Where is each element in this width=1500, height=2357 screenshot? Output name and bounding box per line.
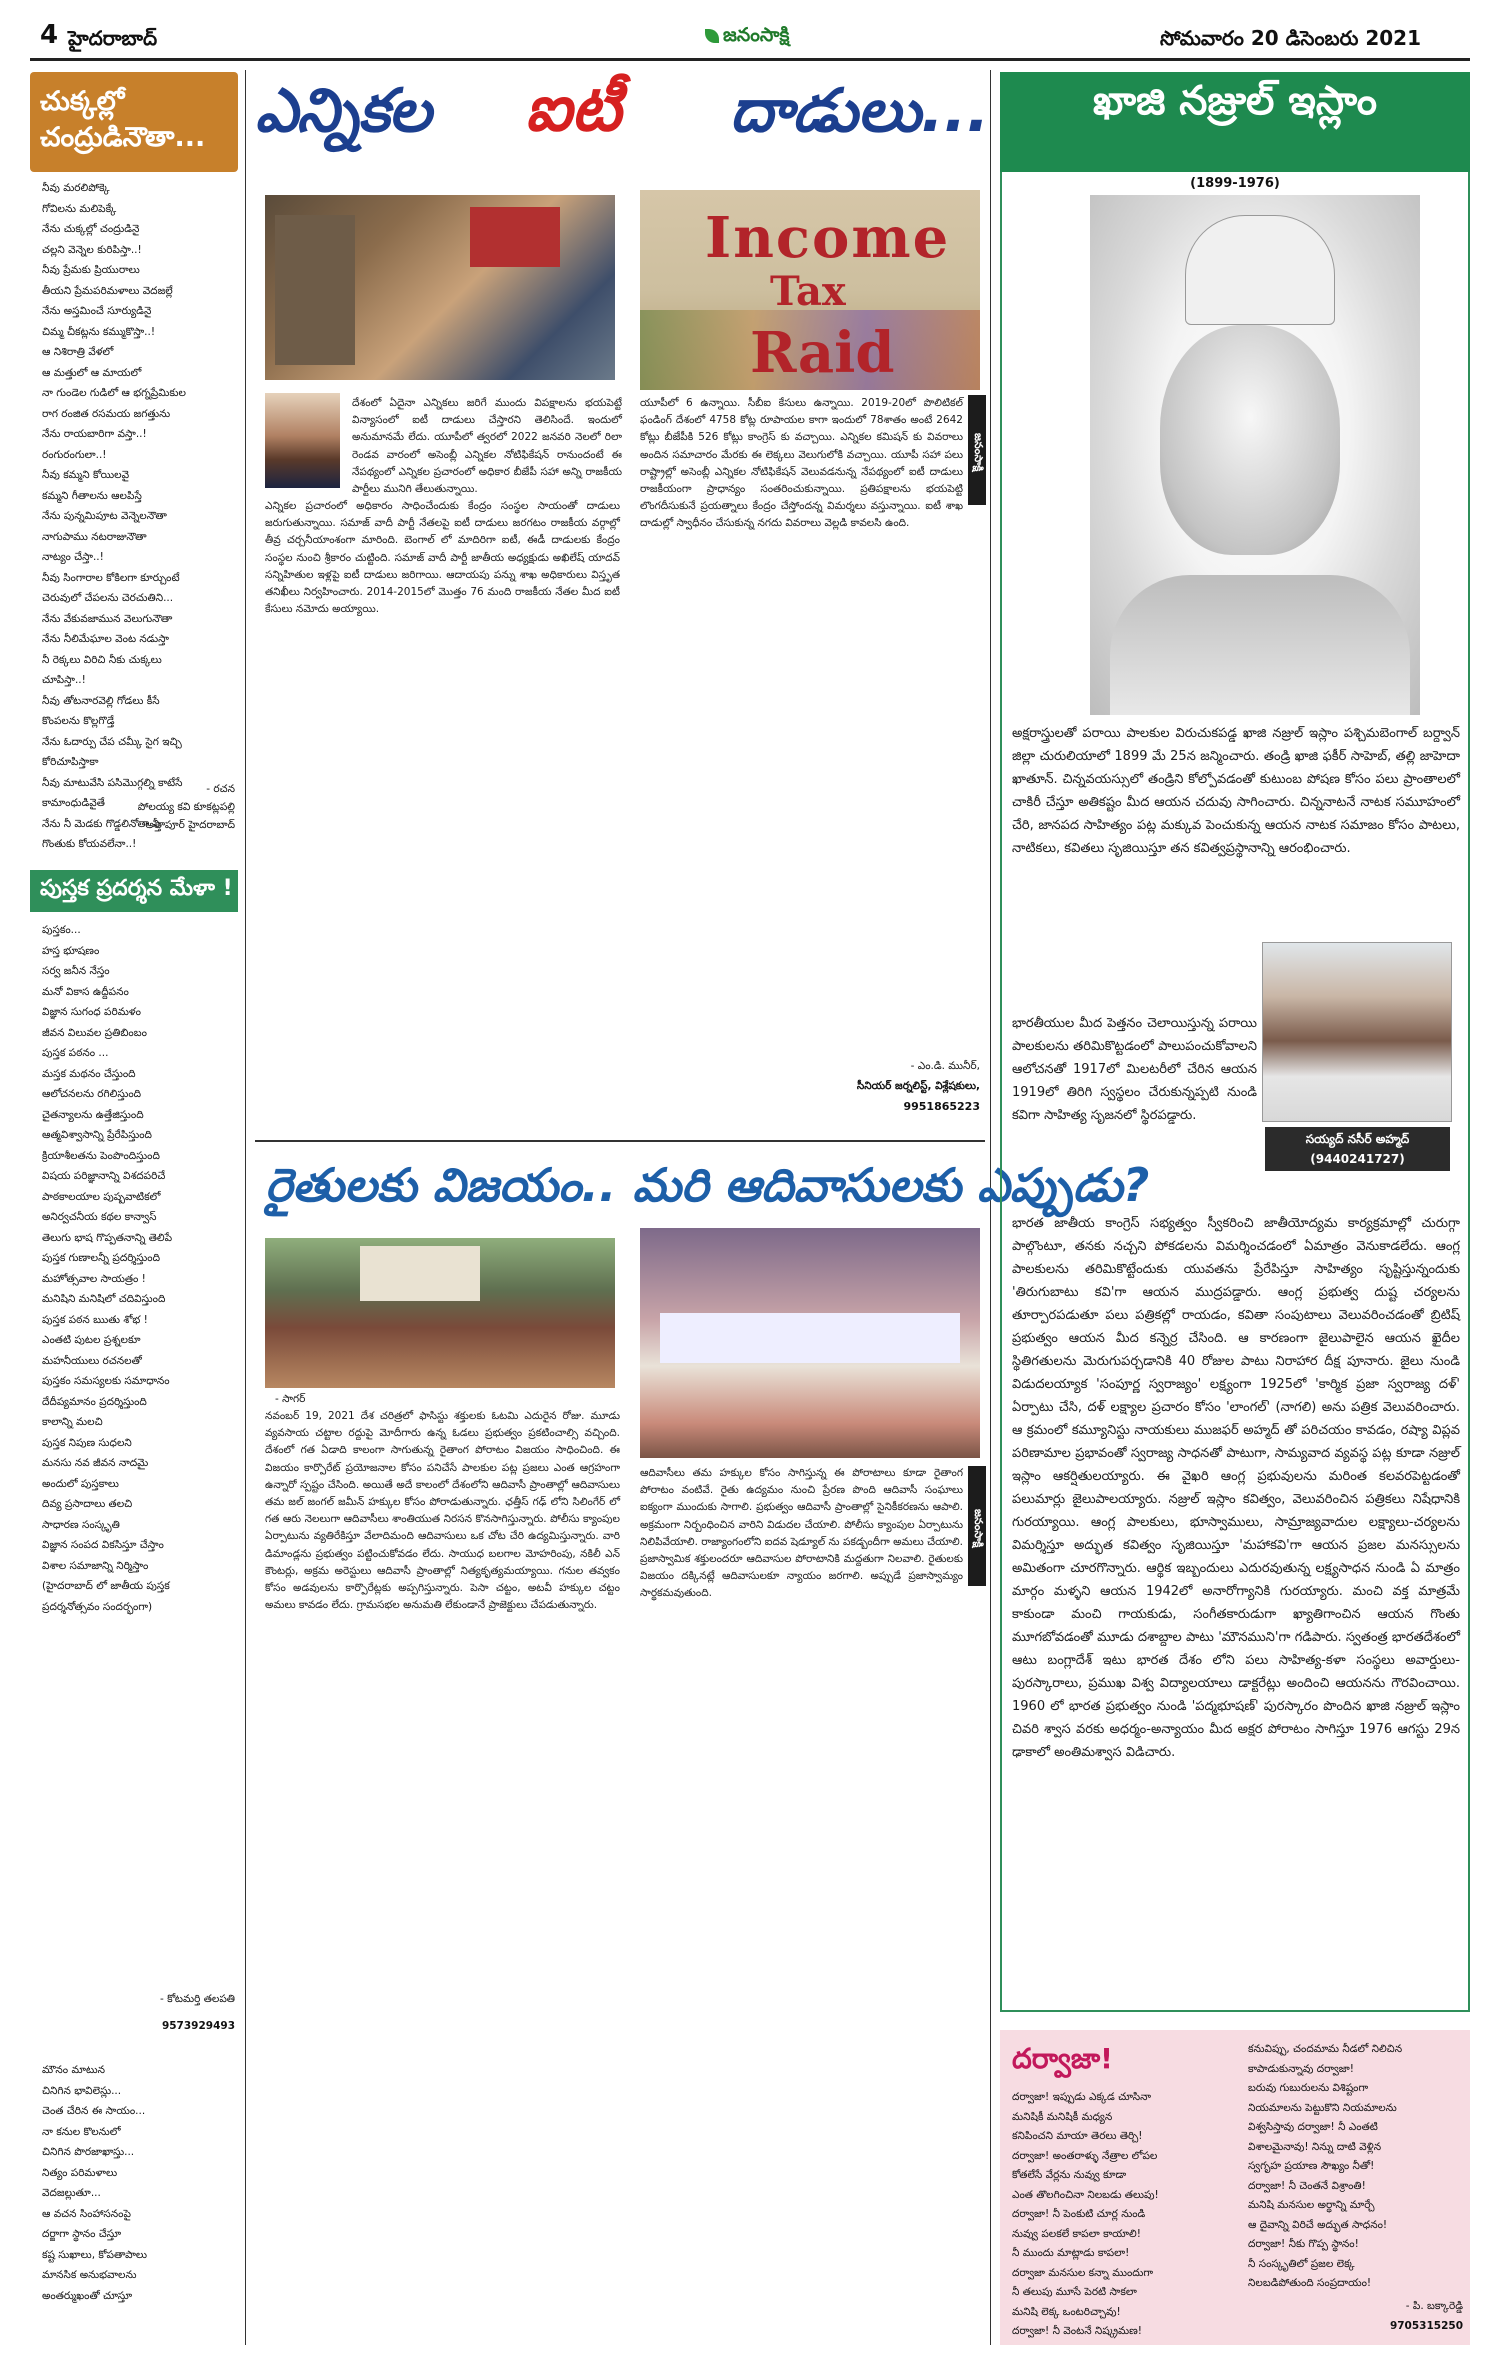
profile-body-intro: అక్షరాస్త్రులతో పరాయి పాలకుల విరుచుకపడ్డ ఖాజి నజ్రుల్ ఇస్లాం పశ్చిమబెంగాల్ బర్ద్వాన్ జిల్లా చురులియాలో 1899 మే 25న జన్మించారు. తండ్రి ఖాజి ఫకీర్ సాహెబ్, తల్లి జాహెదా ఖాతూన్. చిన్నవయస్సులో తండ్రిని కోల్పోవడంతో కుటుంబ పోషణ కోసం పలు ప్రాంతాలలో చాకిరీ చేస్తూ అతికష్టం మీద ఆయన చదువు సాగించారు. చిన్ననాటనే నాటక సమూహంలో చేరి, జానపద సాహిత్యం పట్ల మక్కువ పెంచుకున్న ఆయన నాటక సమాజం కోసం పాటలు, నాటికలు, కవితలు సృజియిస్తూ తన కవిత్వప్రస్థానాన్ని ఆరంభించారు. bbox=[1012, 726, 1460, 856]
text-line: ఆలోచనలను రగిలిస్తుంది bbox=[42, 1088, 142, 1100]
text-line: చినిగిన పొరజాఖాస్తు... bbox=[42, 2146, 135, 2158]
text-line: గొంతుకు కోయవలేనా..! bbox=[42, 838, 137, 850]
profile-portrait-sketch bbox=[1090, 195, 1420, 715]
text-line: బరువు గుబురులను విశిష్టంగా bbox=[1248, 2082, 1369, 2094]
text-line: స్వగృహ ప్రయాణ సౌఖ్యం నీతో! bbox=[1248, 2160, 1375, 2172]
text-line: కాలాన్ని మలచి bbox=[42, 1416, 103, 1428]
text-line: నేను వేకువజామున వెలుగునౌతా bbox=[42, 612, 173, 625]
article1-headline-part2: ఐటీ bbox=[525, 72, 621, 146]
article1-author-photo bbox=[265, 393, 340, 488]
text-line: కొంపలను కొల్లగొడ్తే bbox=[42, 715, 115, 727]
image-text-raid: Raid bbox=[750, 320, 895, 386]
article2-photo-protest bbox=[265, 1238, 615, 1388]
text-line: చెరువులో చేపలను చెరచుతిని... bbox=[42, 592, 174, 604]
masthead-logo-text: జనంసాక్షి bbox=[723, 24, 790, 46]
text-line: నీవు కమ్మని కోయిలవై bbox=[42, 469, 130, 481]
text-line: నీ సంస్కృతిలో ప్రజల లెక్క bbox=[1248, 2257, 1355, 2270]
text-line: తెలుగు భాష గొప్పతనాన్ని తెలిపే bbox=[42, 1231, 173, 1244]
image-text-tax: Tax bbox=[770, 268, 846, 315]
text-line: నేను అస్తమించే సూర్యుడినై bbox=[42, 305, 152, 317]
text-line: వెదజల్లుతూ... bbox=[42, 2187, 101, 2199]
profile-author-name: సయ్యద్ నసీర్ అహ్మద్ bbox=[1305, 1132, 1410, 1146]
text-line: ఆ మత్తులో ఆ మాయలో bbox=[42, 366, 142, 379]
text-line: నీవు మాటువేసి పసిమొగ్గల్ని కాటేసే bbox=[42, 776, 183, 789]
text-line: చిమ్మ చీకట్లను కమ్ముకొస్తా..! bbox=[42, 325, 156, 338]
text-line: విషయ పరిజ్ఞానాన్ని విశదపరిచే bbox=[42, 1170, 166, 1182]
text-line: కమ్మని గీతాలను ఆలపిస్తే bbox=[42, 489, 142, 502]
text-line: కోరిచూపిస్తాకా bbox=[42, 756, 99, 768]
text-line: నీ ముందు మాట్లాడు కాపలా! bbox=[1012, 2247, 1130, 2259]
text-line: నీ తలుపు మూసే పెరటి సాకలా bbox=[1012, 2286, 1137, 2298]
article2-author: - సాగర్ bbox=[275, 1393, 306, 1405]
text-line: దర్వాజా! నీ పెంకుటి చూర్ల నుండి bbox=[1012, 2208, 1146, 2220]
text-line: దర్వాజా! అంతరాళ్ళు నేత్రాల లోపల bbox=[1012, 2149, 1158, 2162]
article1-author-name: - ఎం.డి. మునీర్, bbox=[910, 1060, 980, 1072]
text-line: నాట్యం చేస్తా..! bbox=[42, 551, 104, 563]
photo-banner-shape bbox=[360, 1246, 480, 1301]
text-line: మస్తక మథనం చేస్తుంది bbox=[42, 1067, 136, 1080]
exhibition-title: పుస్తక ప్రదర్శన మేళా ! bbox=[40, 876, 233, 901]
article2-photo-camp bbox=[640, 1228, 980, 1458]
text-line: అంతర్ముఖంతో చూస్తూ bbox=[42, 2289, 133, 2302]
text-line: నువ్వు పలకలే కాపలా కాయాలి! bbox=[1012, 2227, 1141, 2240]
text-line: దివ్య ప్రసాదాలు తలచి bbox=[42, 1498, 133, 1510]
text-line: చినిగిన భావిలెస్లు... bbox=[42, 2084, 122, 2097]
text-line: (హైదరాబాద్ లో జాతీయ పుస్తక bbox=[42, 1580, 170, 1592]
text-line: నా కనుల కొలనులో bbox=[42, 2125, 121, 2138]
text-line: కనువిప్పు, చందమామ నీడలో నిలిచిన bbox=[1248, 2043, 1403, 2055]
text-line: గోవిలను మలిపెక్కే bbox=[42, 202, 117, 215]
text-line: పుస్తకం... bbox=[42, 924, 81, 936]
text-line: నీవు సింగారాల కోకిలగా కూర్చుంటే bbox=[42, 571, 180, 584]
text-line: నిలబడిపోతుంది సంప్రదాయం! bbox=[1248, 2277, 1372, 2289]
text-line: పుస్తక పఠనం ... bbox=[42, 1047, 109, 1059]
text-line: చైతన్యాలను ఉత్తేజిస్తుంది bbox=[42, 1108, 144, 1121]
text-line: నేను నీలిమేఘాల వెంట నడుస్తా bbox=[42, 633, 169, 645]
text-line: నీవు తోటనారవెల్లి గోడలు కీసే bbox=[42, 694, 160, 707]
text-line: నేను రాయబారిగా వస్తా..! bbox=[42, 428, 147, 440]
text-line: కాపాడుకున్నావు దర్వాజా! bbox=[1248, 2062, 1354, 2075]
profile-author-caption bbox=[1265, 1127, 1450, 1171]
poem-credit-place: అత్తాపూర్ హైదరాబాద్ bbox=[145, 819, 235, 831]
text-line: ఆ నిశిరాత్రి వేళలో bbox=[42, 346, 114, 358]
text-line: కష్ట సుఖాలు, కోపతాపాలు bbox=[42, 2248, 147, 2261]
text-line: ఆ దైవాన్ని విరిచే అద్భుత సాధనం! bbox=[1248, 2218, 1388, 2231]
text-line: మానసిక అనుభవాలను bbox=[42, 2269, 137, 2281]
masthead-logo bbox=[705, 24, 789, 51]
text-line: మహోత్సవాల సాయత్రం ! bbox=[42, 1272, 146, 1285]
profile-body-main: భారత జాతీయ కాంగ్రెస్ సభ్యత్వం స్వీకరించి జాతీయోద్యమ కార్యక్రమాల్లో చురుగ్గా పాల్గొంటూ, తనకు నచ్చని పోకడలను విమర్శించడంలో ఏమాత్రం వెనుకాడలేదు. ఆంగ్ల పాలకులను తరిమికొట్టేందుకు యువతను ప్రేరేపిస్తూ సాహిత్యం సృష్టిస్తున్నందుకు 'తిరుగుబాటు కవి'గా ఆయన ముద్రపడ్డారు. ఆంగ్ల ప్రభుత్వ దుష్ట చర్యలను తూర్పారపడుతూ పలు పత్రికల్లో రాయడం, కవితా సంపుటాలు వెలువరించడంతో బ్రిటిష్ ప్రభుత్వం ఆయన మీద కన్నెర్ర చేసింది. ఆ కారణంగా జైలుపాలైన ఆయన ఖైదీల స్థితిగతులను మెరుగుపర్చడానికి 40 రోజుల పాటు నిరాహార దీక్ష పూనారు. జైలు నుండి విడుదలయ్యాక 'సంపూర్ణ స్వరాజ్యం' లక్ష్యంగా 1925లో 'కార్మిక ప్రజా స్వరాజ్య దళ్' ఏర్పాటు చేసి, దళ్ లక్ష్యాల ప్రచారం కోసం 'లాంగల్' (నాగలి) అను పత్రిక వెలువరించారు. ఆ క్రమంలో కమ్యూనిస్టు నాయకులు ముజఫర్ అహ్మద్ తో పరిచయం కావడం, రష్యా విప్లవ పరిణామాల ప్రభావంతో స్వరాజ్య సాధనతో పాటుగా, సామ్యవాద వ్యవస్థ పట్ల కూడా నజ్రుల్ ఇస్లాం ఆకర్షితులయ్యారు. ఈ వైఖరి ఆంగ్ల ప్రభువులను మరింత కలవరపెట్టడంతో పలుమార్లు జైలుపాలయ్యారు. నజ్రుల్ ఇస్లాం కవిత్వం, వెలువరించిన పత్రికలు నిషేధానికి గురయ్యాయి. ఆంగ్ల పాలకులు, భూస్వాములు, సామ్రాజ్యవాదుల లక్ష్యాలు-చర్యలను విమర్శిస్తూ అద్భుత కవిత్వం సృజియిస్తూ 'మహాకవి'గా ఆయన ప్రజల మనస్సులను అమితంగా చూరగొన్నారు. ఆర్థిక ఇబ్బందులు ఎదురవుతున్న లక్ష్యసాధన నుండి ఏ మాత్రం మార్గం మళ్ళని ఆయన 1942లో అనారోగ్యానికి గురయ్యారు. మంచి వక్త మాత్రమే కాకుండా మంచి గాయకుడు, సంగీతకారుడుగా ఖ్యాతిగాంచిన ఆయన గొంతు మూగబోవడంతో మూడు దశాబ్దాల పాటు 'మౌనముని'గా గడిపారు. స్వతంత్ర భారతదేశంలో ఆటు బంగ్లాదేశ్ ఇటు భారత దేశం లోని పలు సాహిత్య-కళా సంస్థలు అవార్డులు-పురస్కారాలు, ప్రముఖ విశ్వ విద్యాలయాలు డాక్టరేట్లు అందించి ఆయనను గౌరవించాయి. 1960 లో భారత ప్రభుత్వం నుండి 'పద్మభూషణ్' పురస్కారం పొందిన ఖాజి నజ్రుల్ ఇస్లాం చివరి శ్వాస వరకు అధర్మం-అన్యాయం మీద అక్షర పోరాటం సాగిస్తూ 1976 ఆగస్టు 29న ఢాకాలో అంతిమశ్వాస విడిచారు. bbox=[1012, 1216, 1460, 1760]
text-line: నేను నీ మెడకు గొడ్డలినోతా నీ bbox=[42, 817, 160, 830]
text-line: అందులో పుస్తకాలు bbox=[42, 1477, 119, 1490]
text-line: చెంత చేరిన ఈ సాయం... bbox=[42, 2105, 146, 2117]
article-divider bbox=[255, 1140, 985, 1142]
text-line: విజ్ఞాన సంపద వికసిస్తూ చేస్తాం bbox=[42, 1539, 164, 1551]
poem-credit bbox=[40, 780, 235, 834]
text-line: విశాల సమాజాన్ని నిర్మిస్తాం bbox=[42, 1559, 149, 1572]
poem-credit-name: పోలయ్య కవి కూకట్లపల్లి bbox=[137, 801, 235, 813]
text-line: హస్త భూషణం bbox=[42, 944, 100, 957]
text-line: ఎంత తొలగించినా నిలబడు తలుపు! bbox=[1012, 2188, 1159, 2201]
text-line: మనిషి మనసుల అర్థాన్ని మార్చే bbox=[1248, 2199, 1375, 2211]
text-line: సర్వ జనీన నేస్తం bbox=[42, 965, 110, 977]
text-line: నా గుండెల గుడిలో ఆ భగ్నప్రేమికుల bbox=[42, 387, 186, 399]
text-line: దర్వాజా! నీకు గొప్ప స్థానం! bbox=[1248, 2238, 1359, 2250]
text-line: పాఠకాలయాల పుష్పవాటికలో bbox=[42, 1190, 161, 1203]
text-line: నీవు ప్రేమకు ప్రియురాలు bbox=[42, 264, 140, 276]
text-line: పుస్తక గుణాలన్నీ ప్రదర్శిస్తుంది bbox=[42, 1252, 161, 1264]
text-line: నీ రెక్కలు విరిచి నీకు చుక్కలు bbox=[42, 653, 162, 666]
header-divider bbox=[30, 58, 1470, 61]
article1-headline-part3: దాడులు... bbox=[730, 76, 990, 146]
article2-vertical-label: జనంసాక్షి bbox=[968, 1466, 986, 1586]
text-line: మనో వికాస ఉద్దీపనం bbox=[42, 985, 129, 998]
article1-headline-part1: ఎన్నికల bbox=[255, 76, 431, 146]
darvaja-phone: 9705315250 bbox=[1389, 2320, 1463, 2332]
text-line: నేను ఓదార్పు చేప చమ్కీ సైగ ఇచ్చి bbox=[42, 735, 182, 748]
poem-credit-label: - రచన bbox=[206, 783, 235, 795]
text-line: రాగ రంజిత రసమయ జగత్తును bbox=[42, 407, 171, 420]
article1-photo-raid bbox=[265, 195, 615, 380]
photo-sign-shape bbox=[470, 207, 560, 267]
poem-title: చుక్కల్లో చంద్రుడినౌతా... bbox=[40, 86, 206, 153]
article1-body-intro: దేశంలో ఏదైనా ఎన్నికలు జరిగే ముందు విపక్షాలను భయపెట్టే విన్యాసంలో ఐటీ దాడులు చేస్తారని తెలిసిందే. ఇందులో అనుమానమే లేదు. యూపీలో త్వరలో 2022 జనవరి నెలలో రిలా రెండవ వారంలో అసెంబ్లీ ఎన్నికల నోటిఫికేషన్ రానుందంటే ఈ నేపథ్యంలో ఎన్నికల ప్రచారంలో అధికార బీజేపీ సహా అన్ని రాజకీయ పార్టీలు మునిగి తేలుతున్నాయి. bbox=[352, 397, 622, 496]
profile-author-phone: (9440241727) bbox=[1310, 1152, 1405, 1166]
image-text-income: Income bbox=[705, 205, 951, 271]
exhibition-body bbox=[42, 920, 237, 1980]
text-line: పుస్తక పఠన ఋతు శోభ ! bbox=[42, 1313, 148, 1326]
profile-title: ఖాజి నజ్రుల్ ఇస్లాం bbox=[1093, 78, 1377, 124]
text-line: దర్వాజా మనసుల కన్నా ముందుగా bbox=[1012, 2266, 1153, 2279]
text-line: సాధారణ సంస్కృతి bbox=[42, 1518, 120, 1531]
text-line: రంగురంగులా..! bbox=[42, 448, 107, 461]
darvaja-title: దర్వాజా! bbox=[1012, 2042, 1113, 2075]
text-line: మనసు నవ జీవన నాదమై bbox=[42, 1457, 149, 1469]
leaf-icon bbox=[705, 29, 719, 43]
portrait-face-shape bbox=[1160, 325, 1340, 555]
page-number: 4 bbox=[40, 20, 59, 50]
page-location: హైదరాబాద్ bbox=[68, 26, 158, 50]
text-line: మహనీయులు రచనలతో bbox=[42, 1354, 142, 1367]
text-line: క్రియాశీలతను పెంపొందిస్తుంది bbox=[42, 1149, 160, 1162]
article2-body-column2: ఆదివాసీలు తమ హక్కుల కోసం సాగిస్తున్న ఈ పోరాటాలు కూడా రైతాంగ పోరాటం వంటివే. రైతు ఉద్యమం నుంచి ప్రేరణ పొంది ఆదివాసీ సంఘాలు ఐక్యంగా ముందుకు సాగాలి. ప్రభుత్వం ఆదివాసీ ప్రాంతాల్లో సైనికీకరణను ఆపాలి. అక్రమంగా నిర్బంధించిన వారిని విడుదల చేయాలి. పోలీసు క్యాంపుల ఏర్పాటును నిలిపివేయాలి. రాజ్యాంగంలోని ఐదవ షెడ్యూల్ ను పకడ్బందీగా అమలు చేయాలి. ప్రజాస్వామిక శక్తులందరూ ఆదివాసుల పోరాటానికి మద్దతుగా నిలవాలి. రైతులకు విజయం దక్కినట్లే ఆదివాసులకూ న్యాయం జరగాలి. అప్పుడే ప్రజాస్వామ్యం సార్థకమవుతుంది. bbox=[640, 1467, 963, 1600]
profile-body-military: భారతీయుల మీద పెత్తనం చెలాయిస్తున్న పరాయి పాలకులను తరిమికొట్టడంలో పాలుపంచుకోవాలని ఆలోచనతో 1917లో మిలటరీలో చేరిన ఆయన 1919లో తిరిగి స్వస్థలం చేరుకున్నప్పటి నుండి కవిగా సాహిత్య సృజనలో స్థిరపడ్డారు. bbox=[1012, 1016, 1257, 1123]
text-line: నియమాలను పెట్టుకొని నియమాలను bbox=[1248, 2101, 1397, 2114]
text-line: మౌనం మాటున bbox=[42, 2064, 106, 2076]
article1-author-phone: 9951865223 bbox=[903, 1100, 980, 1113]
text-line: మనిషిని మనిషిలో చదివిస్తుంది bbox=[42, 1293, 166, 1305]
exhibition-phone: 9573929493 bbox=[161, 2020, 235, 2032]
text-line: కోతలేసే వేర్లను నువ్వు కూడా bbox=[1012, 2169, 1127, 2181]
text-line: విశ్వసిస్తావు దర్వాజా! నీ ఎంతటి bbox=[1248, 2121, 1378, 2133]
text-line: దర్జాగా స్థానం చేస్తూ bbox=[42, 2228, 122, 2240]
photo-sheet-shape bbox=[660, 1313, 960, 1363]
text-line: నేను చుక్కల్లో చంద్రుడినై bbox=[42, 223, 140, 235]
darvaja-column2 bbox=[1248, 2040, 1463, 2290]
text-line: విజ్ఞాన సుగంధ పరిమళం bbox=[42, 1006, 141, 1018]
text-line: నేను పున్నమిపూట వెన్నెలనౌతా bbox=[42, 510, 167, 522]
portrait-cap-shape bbox=[1185, 215, 1335, 325]
column-divider-left bbox=[245, 70, 246, 2345]
text-line: ఆత్మవిశ్వాసాన్ని ప్రేరేపిస్తుంది bbox=[42, 1129, 152, 1141]
text-line: మనిషికీ మనిషికీ మధ్యన bbox=[1012, 2110, 1113, 2123]
text-line: విశాలమైనావు! నిన్ను దాటి వెళ్లిన bbox=[1248, 2140, 1382, 2153]
photo-door-shape bbox=[275, 215, 355, 365]
text-line: నీవు మరలిపోక్కె bbox=[42, 182, 110, 194]
text-line: పుస్తక నిపుణ సుధలని bbox=[42, 1436, 132, 1449]
text-line: అనిర్వచనీయ కథల కాన్వాస్ bbox=[42, 1211, 157, 1223]
text-line: పుస్తకం సమస్యలకు సమాధానం bbox=[42, 1375, 170, 1387]
text-line: మనిషి లెక్క ఒంటరిచ్చావు! bbox=[1012, 2305, 1121, 2318]
text-line: చూపిస్తా..! bbox=[42, 674, 86, 686]
text-line: ఆ వచన సింహాసనంపై bbox=[42, 2207, 131, 2220]
profile-years: (1899-1976) bbox=[1190, 176, 1280, 191]
side-poem-body bbox=[42, 2060, 237, 2340]
text-line: జీవన విలువల ప్రతిబింబం bbox=[42, 1026, 147, 1039]
text-line: దర్వాజా! నీ చెంతనే విశ్రాంతి! bbox=[1248, 2179, 1366, 2192]
exhibition-credit: - కోటమర్తి తలపతి bbox=[160, 1993, 235, 2005]
text-line: దేదీప్యమానం ప్రదర్శిస్తుంది bbox=[42, 1395, 147, 1408]
text-line: తీయని ప్రేమపరిమళాలు వెదజల్లే bbox=[42, 284, 173, 297]
text-line: నాగుపాము నటరాజునౌతా bbox=[42, 530, 147, 543]
article1-body-main: ఎన్నికల ప్రచారంలో అధికారం సాధించేందుకు కేంద్రం సంస్థల సాయంతో దాడులు జరుగుతున్నాయి. సమాజ్ వాదీ పార్టీ నేతలపై ఐటీ దాడులు జరగటం రాజకీయ వర్గాల్లో తీవ్ర చర్చనీయాంశంగా మారింది. బెంగాల్ లో మాదిరిగా ఐటీ, ఈడీ దాడులకు కేంద్రం సంస్థల నుంచి శ్రీకారం చుట్టింది. సమాజ్ వాదీ పార్టీ జాతీయ అధ్యక్షుడు అఖిలేష్ యాదవ్ సన్నిహితుల ఇళ్లపై ఐటీ దాడులు జరిగాయి. ఆదాయపు పన్ను శాఖ అధికారులు విస్తృత తనిఖీలు నిర్వహించారు. 2014-2015లో మొత్తం 76 మంది రాజకీయ నేతల మీద ఐటీ కేసులు నమోదు అయ్యాయి. bbox=[265, 500, 620, 616]
text-line: దర్వాజా! నీ వెంటనే నిష్క్రమణ! bbox=[1012, 2325, 1142, 2337]
profile-author-photo bbox=[1262, 942, 1452, 1122]
text-line: ఎంతటి పుటల ప్రశ్నలకూ bbox=[42, 1334, 141, 1346]
text-line: కామాంధుడివైతే bbox=[42, 797, 105, 809]
text-line: ప్రదర్శనోత్సవం సందర్భంగా) bbox=[42, 1600, 153, 1613]
article1-body-column2: యూపీలో 6 ఉన్నాయి. సీబీఐ కేసులు ఉన్నాయి. 2019-20లో పొలిటికల్ ఫండింగ్ దేశంలో 4758 కోట్ల రూపాయల కాగా ఇందులో 78శాతం అంటే 2642 కోట్లు బీజేపీకి 526 కోట్లు కాంగ్రెస్ కు వచ్చాయి. ఎన్నికల కమిషన్ కు వివరాలు అందిన సమాచారం మేరకు ఈ లెక్కలు వెలుగులోకి వచ్చాయి. యూపీ సహా పలు రాష్ట్రాల్లో అసెంబ్లీ ఎన్నికల నోటిఫికేషన్ వెలువడనున్న నేపథ్యంలో ఐటీ దాడులు రాజకీయంగా ప్రాధాన్యం సంతరించుకున్నాయి. ప్రతిపక్షాలను భయపెట్టి లొంగదీసుకునే ప్రయత్నాలు కేంద్రం చేస్తోందన్న విమర్శలు వస్తున్నాయి. ఐటీ శాఖ దాడుల్లో స్వాధీనం చేసుకున్న నగదు వివరాలు వెల్లడి కావలసి ఉంది. bbox=[640, 397, 963, 530]
article1-vertical-label: జనంసాక్షి bbox=[968, 395, 986, 505]
portrait-body-shape bbox=[1110, 575, 1410, 715]
article2-headline: రైతులకు విజయం.. మరి ఆదివాసులకు ఎప్పుడు? bbox=[265, 1158, 1150, 1212]
darvaja-credit: - పి. బక్కారెడ్డి bbox=[1405, 2300, 1463, 2312]
text-line: కనిపించని మాయా తెరలు తెర్చి! bbox=[1012, 2130, 1143, 2142]
text-line: నిత్యం పరిమళాలు bbox=[42, 2166, 118, 2179]
article2-body-column1: నవంబర్ 19, 2021 దేశ చరిత్రలో ఫాసిస్టు శక్తులకు ఓటమి ఎదురైన రోజు. మూడు వ్యవసాయ చట్టాల రద్దుపై మోదీగారు ఉన్న ఓడలు ప్రభుత్వం ప్రకటించాల్సి వచ్చింది. దేశంలో గత ఏడాది కాలంగా సాగుతున్న రైతాంగ పోరాటం విజయం సాధించింది. ఈ విజయం కార్పొరేట్ ప్రయోజనాల కోసం పనిచేసే పాలకుల పట్ల ప్రజలు ఎంత ఆగ్రహంగా ఉన్నారో స్పష్టం చేసింది. అయితే అదే కాలంలో దేశంలోని ఆదివాసీ ప్రాంతాల్లో ఆదివాసులు తమ జల్ జంగల్ జమీన్ హక్కుల కోసం పోరాడుతున్నారు. ఛత్తీస్ గఢ్ లోని సిలింగేర్ లో గత ఆరు నెలలుగా ఆదివాసీలు శాంతియుత నిరసన కొనసాగిస్తున్నారు. పోలీసు క్యాంపుల ఏర్పాటును వ్యతిరేకిస్తూ వేలాదిమంది ఆదివాసులు ఒక చోట చేరి ఉద్యమిస్తున్నారు. వారి డిమాండ్లను ప్రభుత్వం పట్టించుకోవడం లేదు. సాయుధ బలగాల మోహరింపు, నకిలీ ఎన్ కౌంటర్లు, అక్రమ అరెస్టులు ఆదివాసీ ప్రాంతాల్లో నిత్యకృత్యమయ్యాయి. గనుల తవ్వకం కోసం అడవులను కార్పొరేట్లకు అప్పగిస్తున్నారు. పెసా చట్టం, అటవీ హక్కుల చట్టం అమలు కావడం లేదు. గ్రామసభల అనుమతి లేకుండానే ప్రాజెక్టులు చేపడుతున్నారు. bbox=[265, 1410, 620, 1612]
text-line: చల్లని వెన్నెల కురిపిస్తా..! bbox=[42, 243, 142, 256]
darvaja-column1 bbox=[1012, 2088, 1232, 2337]
text-line: దర్వాజా! ఇప్పుడు ఎక్కడ చూసినా bbox=[1012, 2091, 1152, 2103]
article1-author-role: సీనియర్ జర్నలిస్ట్, విశ్లేషకులు, bbox=[856, 1080, 980, 1092]
issue-date: సోమవారం 20 డిసెంబరు 2021 bbox=[1160, 26, 1422, 50]
